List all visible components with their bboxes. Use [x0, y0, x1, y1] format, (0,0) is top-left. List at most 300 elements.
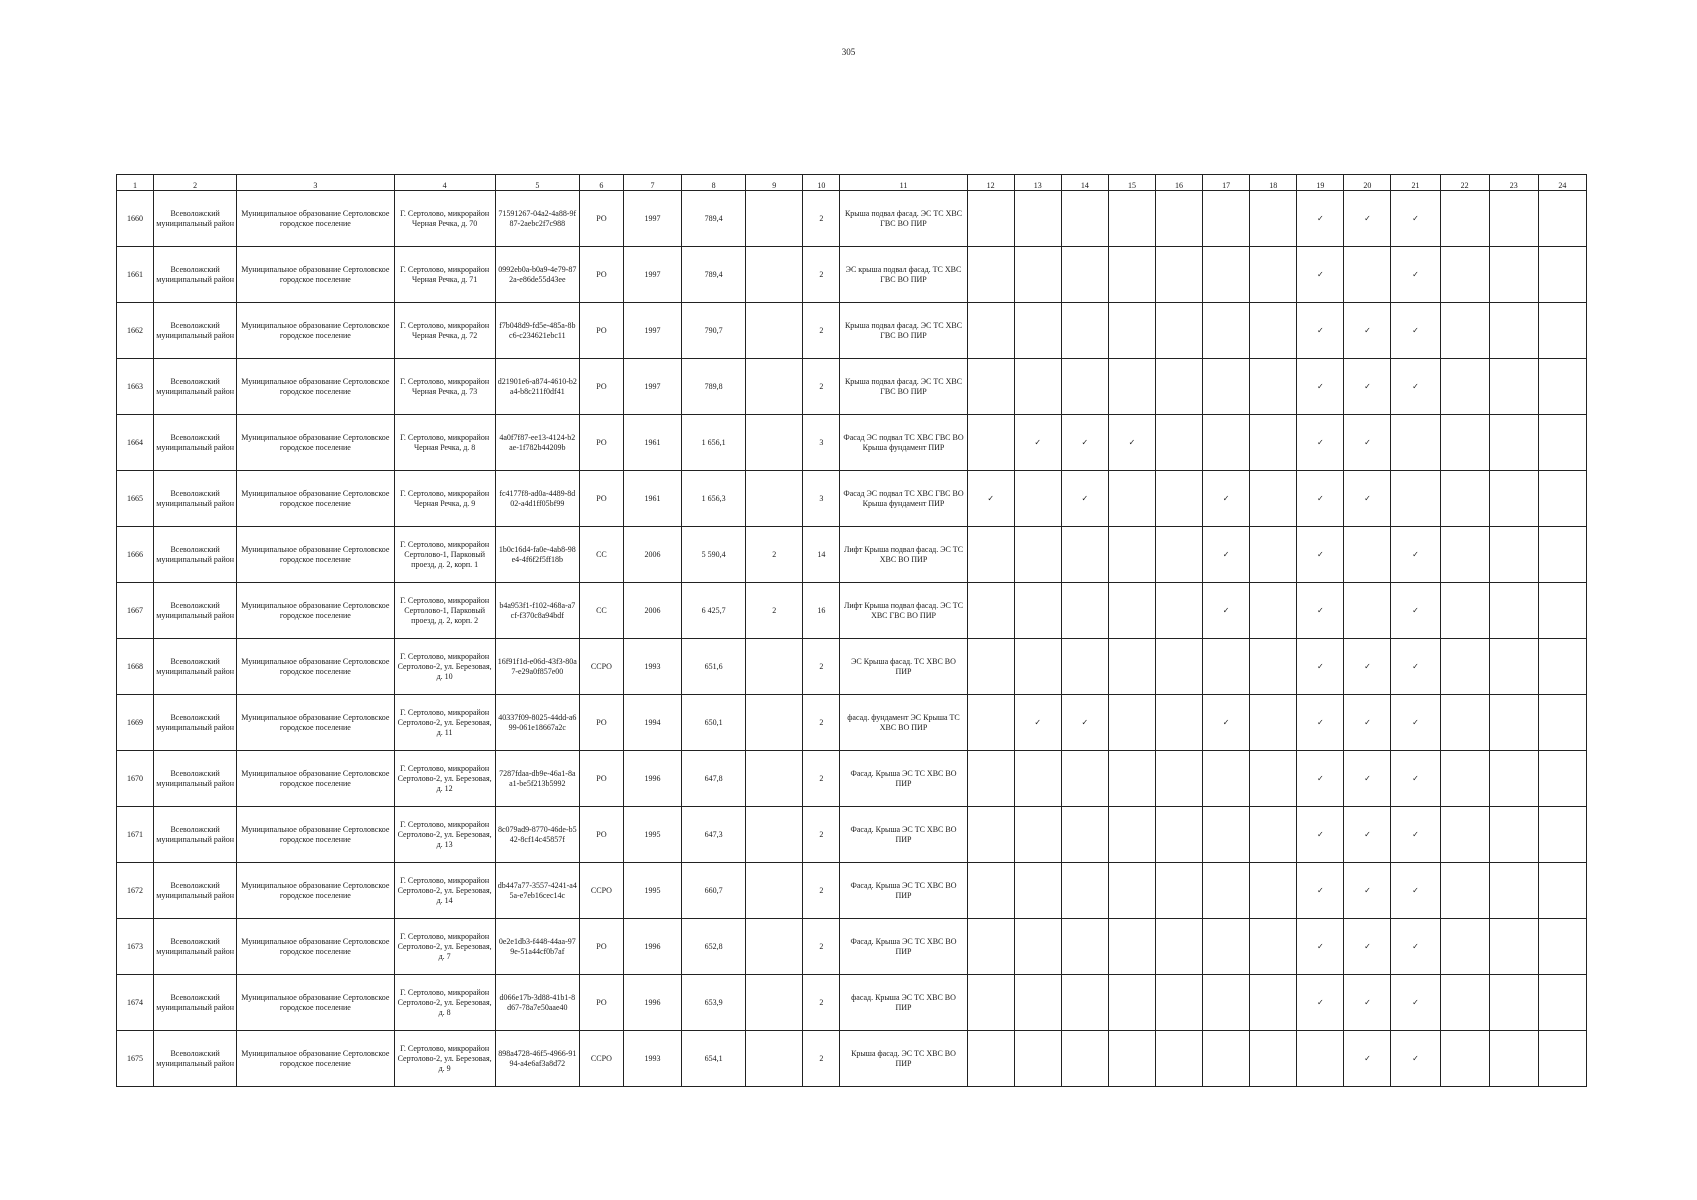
column-number: 21: [1391, 175, 1440, 191]
year-cell: 1961: [623, 415, 681, 471]
empty-check-cell: [1108, 247, 1155, 303]
district-cell: Всеволожский муниципальный район: [154, 975, 237, 1031]
address-cell: Г. Сертолово, микрорайон Сертолово-2, ул. Березовая, д. 7: [394, 919, 495, 975]
column-number: 15: [1108, 175, 1155, 191]
empty-check-cell: [1061, 359, 1108, 415]
check-mark-cell: ✓: [1108, 415, 1155, 471]
guid-cell: 1b0c16d4-fa0e-4ab8-98e4-4f6f2f5ff18b: [495, 527, 579, 583]
col9-cell: [746, 1031, 803, 1087]
empty-check-cell: [1156, 471, 1203, 527]
guid-cell: 4a0f7f87-ee13-4124-b2ae-1f782b44209b: [495, 415, 579, 471]
table-row: [117, 807, 1587, 863]
empty-check-cell: [1489, 639, 1538, 695]
type-cell: РО: [579, 751, 623, 807]
empty-check-cell: [1489, 527, 1538, 583]
year-cell: 1996: [623, 975, 681, 1031]
check-mark-cell: ✓: [1391, 247, 1440, 303]
column-number: 19: [1297, 175, 1344, 191]
check-mark-cell: ✓: [1061, 415, 1108, 471]
check-mark-cell: ✓: [1014, 695, 1061, 751]
check-mark-cell: ✓: [1061, 471, 1108, 527]
col9-cell: [746, 919, 803, 975]
works-cell: Фасад ЭС подвал ТС ХВС ГВС ВО Крыша фундамент ПИР: [840, 471, 967, 527]
works-cell: Фасад. Крыша ЭС ТС ХВС ВО ПИР: [840, 919, 967, 975]
empty-check-cell: [1440, 639, 1489, 695]
empty-check-cell: [1489, 583, 1538, 639]
empty-check-cell: [1014, 247, 1061, 303]
row-number: 1672: [117, 863, 154, 919]
empty-check-cell: [1538, 191, 1586, 247]
row-number: 1666: [117, 527, 154, 583]
row-number: 1661: [117, 247, 154, 303]
empty-check-cell: [1489, 247, 1538, 303]
row-number: 1674: [117, 975, 154, 1031]
empty-check-cell: [1440, 415, 1489, 471]
col9-cell: [746, 807, 803, 863]
row-number: 1670: [117, 751, 154, 807]
empty-check-cell: [1250, 303, 1297, 359]
check-mark-cell: ✓: [1344, 919, 1391, 975]
empty-check-cell: [1014, 919, 1061, 975]
check-mark-cell: ✓: [1391, 863, 1440, 919]
row-number: 1671: [117, 807, 154, 863]
type-cell: СС: [579, 527, 623, 583]
empty-check-cell: [1203, 807, 1250, 863]
empty-check-cell: [1250, 247, 1297, 303]
col10-cell: 2: [803, 695, 840, 751]
empty-check-cell: [1489, 975, 1538, 1031]
empty-check-cell: [1156, 807, 1203, 863]
area-cell: 647,3: [682, 807, 746, 863]
row-number: 1668: [117, 639, 154, 695]
area-cell: 650,1: [682, 695, 746, 751]
empty-check-cell: [967, 527, 1014, 583]
col9-cell: 2: [746, 527, 803, 583]
check-mark-cell: ✓: [1297, 359, 1344, 415]
empty-check-cell: [1156, 863, 1203, 919]
district-cell: Всеволожский муниципальный район: [154, 695, 237, 751]
district-cell: Всеволожский муниципальный район: [154, 247, 237, 303]
check-mark-cell: ✓: [1297, 527, 1344, 583]
address-cell: Г. Сертолово, микрорайон Сертолово-1, Парковый проезд, д. 2, корп. 2: [394, 583, 495, 639]
col9-cell: 2: [746, 583, 803, 639]
year-cell: 1996: [623, 751, 681, 807]
empty-check-cell: [1440, 247, 1489, 303]
empty-check-cell: [1014, 863, 1061, 919]
check-mark-cell: ✓: [1344, 303, 1391, 359]
area-cell: 660,7: [682, 863, 746, 919]
row-number: 1660: [117, 191, 154, 247]
empty-check-cell: [1538, 863, 1586, 919]
empty-check-cell: [1108, 919, 1155, 975]
empty-check-cell: [1440, 471, 1489, 527]
empty-check-cell: [1061, 919, 1108, 975]
table-row: [117, 1031, 1587, 1087]
empty-check-cell: [1489, 751, 1538, 807]
empty-check-cell: [1014, 471, 1061, 527]
municipality-cell: Муниципальное образование Сертоловское городское поселение: [237, 863, 394, 919]
empty-check-cell: [1489, 303, 1538, 359]
empty-check-cell: [1014, 527, 1061, 583]
guid-cell: 16f91f1d-e06d-43f3-80a7-e29a0f857e00: [495, 639, 579, 695]
empty-check-cell: [1489, 695, 1538, 751]
table-row: [117, 191, 1587, 247]
col10-cell: 3: [803, 471, 840, 527]
row-number: 1673: [117, 919, 154, 975]
col9-cell: [746, 863, 803, 919]
column-number: 4: [394, 175, 495, 191]
row-number: 1664: [117, 415, 154, 471]
year-cell: 1996: [623, 919, 681, 975]
check-mark-cell: ✓: [1297, 975, 1344, 1031]
empty-check-cell: [1203, 303, 1250, 359]
check-mark-cell: ✓: [1391, 807, 1440, 863]
empty-check-cell: [1203, 359, 1250, 415]
type-cell: РО: [579, 359, 623, 415]
address-cell: Г. Сертолово, микрорайон Сертолово-2, ул. Березовая, д. 10: [394, 639, 495, 695]
empty-check-cell: [1203, 415, 1250, 471]
empty-check-cell: [1108, 807, 1155, 863]
year-cell: 1993: [623, 1031, 681, 1087]
column-number: 20: [1344, 175, 1391, 191]
check-mark-cell: ✓: [967, 471, 1014, 527]
column-number: 10: [803, 175, 840, 191]
empty-check-cell: [1538, 359, 1586, 415]
table-row: [117, 527, 1587, 583]
works-cell: ЭС крыша подвал фасад. ТС ХВС ГВС ВО ПИР: [840, 247, 967, 303]
empty-check-cell: [1250, 807, 1297, 863]
year-cell: 1997: [623, 191, 681, 247]
year-cell: 1993: [623, 639, 681, 695]
column-number: 17: [1203, 175, 1250, 191]
area-cell: 789,4: [682, 191, 746, 247]
empty-check-cell: [1156, 303, 1203, 359]
empty-check-cell: [1203, 247, 1250, 303]
table-row: [117, 583, 1587, 639]
empty-check-cell: [1014, 751, 1061, 807]
column-number: 6: [579, 175, 623, 191]
guid-cell: 71591267-04a2-4a88-9f87-2aebc2f7c988: [495, 191, 579, 247]
area-cell: 789,8: [682, 359, 746, 415]
guid-cell: 898a4728-46f5-4966-9194-a4e6af3a8d72: [495, 1031, 579, 1087]
address-cell: Г. Сертолово, микрорайон Сертолово-2, ул. Березовая, д. 8: [394, 975, 495, 1031]
table-row: [117, 639, 1587, 695]
column-number: 14: [1061, 175, 1108, 191]
check-mark-cell: ✓: [1344, 751, 1391, 807]
check-mark-cell: ✓: [1061, 695, 1108, 751]
works-cell: фасад. фундамент ЭС Крыша ТС ХВС ВО ПИР: [840, 695, 967, 751]
type-cell: РО: [579, 471, 623, 527]
table-row: [117, 919, 1587, 975]
empty-check-cell: [967, 807, 1014, 863]
row-number: 1662: [117, 303, 154, 359]
empty-check-cell: [1538, 919, 1586, 975]
works-cell: Фасад. Крыша ЭС ТС ХВС ВО ПИР: [840, 863, 967, 919]
empty-check-cell: [1250, 639, 1297, 695]
column-number: 5: [495, 175, 579, 191]
area-cell: 5 590,4: [682, 527, 746, 583]
empty-check-cell: [967, 919, 1014, 975]
empty-check-cell: [1108, 191, 1155, 247]
district-cell: Всеволожский муниципальный район: [154, 751, 237, 807]
column-number: 23: [1489, 175, 1538, 191]
row-number: 1669: [117, 695, 154, 751]
empty-check-cell: [967, 695, 1014, 751]
col10-cell: 2: [803, 919, 840, 975]
empty-check-cell: [1061, 639, 1108, 695]
empty-check-cell: [1344, 527, 1391, 583]
empty-check-cell: [967, 639, 1014, 695]
empty-check-cell: [1538, 751, 1586, 807]
check-mark-cell: ✓: [1344, 807, 1391, 863]
column-number: 18: [1250, 175, 1297, 191]
empty-check-cell: [1061, 247, 1108, 303]
empty-check-cell: [1014, 975, 1061, 1031]
empty-check-cell: [1061, 527, 1108, 583]
check-mark-cell: ✓: [1391, 919, 1440, 975]
year-cell: 1997: [623, 359, 681, 415]
check-mark-cell: ✓: [1297, 863, 1344, 919]
column-number: 16: [1156, 175, 1203, 191]
col9-cell: [746, 191, 803, 247]
column-number: 24: [1538, 175, 1586, 191]
check-mark-cell: ✓: [1391, 583, 1440, 639]
works-cell: Фасад. Крыша ЭС ТС ХВС ВО ПИР: [840, 807, 967, 863]
municipality-cell: Муниципальное образование Сертоловское городское поселение: [237, 191, 394, 247]
empty-check-cell: [1489, 191, 1538, 247]
empty-check-cell: [1108, 527, 1155, 583]
district-cell: Всеволожский муниципальный район: [154, 471, 237, 527]
empty-check-cell: [967, 583, 1014, 639]
empty-check-cell: [1440, 695, 1489, 751]
guid-cell: 0e2e1db3-f448-44aa-979e-51a44cf0b7af: [495, 919, 579, 975]
address-cell: Г. Сертолово, микрорайон Черная Речка, д. 70: [394, 191, 495, 247]
check-mark-cell: ✓: [1297, 303, 1344, 359]
district-cell: Всеволожский муниципальный район: [154, 359, 237, 415]
column-number-header: [117, 175, 1587, 191]
municipality-cell: Муниципальное образование Сертоловское городское поселение: [237, 415, 394, 471]
guid-cell: f7b048d9-fd5e-485a-8bc6-c234621ebc11: [495, 303, 579, 359]
empty-check-cell: [1344, 583, 1391, 639]
empty-check-cell: [967, 1031, 1014, 1087]
table-row: [117, 695, 1587, 751]
check-mark-cell: ✓: [1391, 303, 1440, 359]
empty-check-cell: [1489, 863, 1538, 919]
empty-check-cell: [1156, 919, 1203, 975]
empty-check-cell: [1108, 863, 1155, 919]
municipality-cell: Муниципальное образование Сертоловское городское поселение: [237, 919, 394, 975]
empty-check-cell: [1061, 807, 1108, 863]
empty-check-cell: [1489, 415, 1538, 471]
empty-check-cell: [1440, 527, 1489, 583]
empty-check-cell: [1538, 1031, 1586, 1087]
district-cell: Всеволожский муниципальный район: [154, 639, 237, 695]
type-cell: ССРО: [579, 639, 623, 695]
col9-cell: [746, 303, 803, 359]
check-mark-cell: ✓: [1203, 471, 1250, 527]
check-mark-cell: ✓: [1391, 751, 1440, 807]
area-cell: 1 656,3: [682, 471, 746, 527]
guid-cell: db447a77-3557-4241-a45a-e7eb16cec14c: [495, 863, 579, 919]
col9-cell: [746, 247, 803, 303]
municipality-cell: Муниципальное образование Сертоловское городское поселение: [237, 303, 394, 359]
column-number: 7: [623, 175, 681, 191]
municipality-cell: Муниципальное образование Сертоловское городское поселение: [237, 247, 394, 303]
district-cell: Всеволожский муниципальный район: [154, 863, 237, 919]
col10-cell: 2: [803, 975, 840, 1031]
year-cell: 2006: [623, 583, 681, 639]
empty-check-cell: [1344, 247, 1391, 303]
municipality-cell: Муниципальное образование Сертоловское городское поселение: [237, 695, 394, 751]
type-cell: РО: [579, 975, 623, 1031]
type-cell: РО: [579, 415, 623, 471]
empty-check-cell: [1108, 695, 1155, 751]
municipality-cell: Муниципальное образование Сертоловское городское поселение: [237, 1031, 394, 1087]
type-cell: ССРО: [579, 1031, 623, 1087]
address-cell: Г. Сертолово, микрорайон Сертолово-2, ул. Березовая, д. 14: [394, 863, 495, 919]
empty-check-cell: [1297, 1031, 1344, 1087]
municipality-cell: Муниципальное образование Сертоловское городское поселение: [237, 583, 394, 639]
empty-check-cell: [1061, 751, 1108, 807]
empty-check-cell: [1489, 807, 1538, 863]
type-cell: РО: [579, 303, 623, 359]
col10-cell: 2: [803, 807, 840, 863]
check-mark-cell: ✓: [1344, 1031, 1391, 1087]
empty-check-cell: [1440, 359, 1489, 415]
empty-check-cell: [1538, 303, 1586, 359]
empty-check-cell: [1250, 471, 1297, 527]
empty-check-cell: [1061, 191, 1108, 247]
district-cell: Всеволожский муниципальный район: [154, 303, 237, 359]
guid-cell: fc4177f8-ad0a-4489-8d02-a4d1ff05bf99: [495, 471, 579, 527]
empty-check-cell: [1203, 751, 1250, 807]
empty-check-cell: [1440, 191, 1489, 247]
empty-check-cell: [1108, 975, 1155, 1031]
empty-check-cell: [967, 751, 1014, 807]
guid-cell: 40337f09-8025-44dd-a699-061e18667a2c: [495, 695, 579, 751]
row-number: 1667: [117, 583, 154, 639]
works-cell: Лифт Крыша подвал фасад. ЭС ТС ХВС ВО ПИР: [840, 527, 967, 583]
empty-check-cell: [1061, 975, 1108, 1031]
col10-cell: 2: [803, 247, 840, 303]
check-mark-cell: ✓: [1391, 695, 1440, 751]
works-cell: Фасад. Крыша ЭС ТС ХВС ВО ПИР: [840, 751, 967, 807]
check-mark-cell: ✓: [1297, 415, 1344, 471]
col10-cell: 2: [803, 1031, 840, 1087]
empty-check-cell: [1108, 471, 1155, 527]
column-number: 12: [967, 175, 1014, 191]
check-mark-cell: ✓: [1297, 583, 1344, 639]
empty-check-cell: [1156, 583, 1203, 639]
empty-check-cell: [1203, 919, 1250, 975]
municipality-cell: Муниципальное образование Сертоловское городское поселение: [237, 975, 394, 1031]
column-number: 8: [682, 175, 746, 191]
check-mark-cell: ✓: [1391, 527, 1440, 583]
type-cell: РО: [579, 919, 623, 975]
year-cell: 2006: [623, 527, 681, 583]
col9-cell: [746, 471, 803, 527]
empty-check-cell: [1108, 1031, 1155, 1087]
empty-check-cell: [967, 247, 1014, 303]
address-cell: Г. Сертолово, микрорайон Сертолово-2, ул. Березовая, д. 11: [394, 695, 495, 751]
address-cell: Г. Сертолово, микрорайон Черная Речка, д. 9: [394, 471, 495, 527]
empty-check-cell: [1156, 359, 1203, 415]
table-row: [117, 303, 1587, 359]
empty-check-cell: [1203, 639, 1250, 695]
district-cell: Всеволожский муниципальный район: [154, 1031, 237, 1087]
year-cell: 1961: [623, 471, 681, 527]
empty-check-cell: [1538, 527, 1586, 583]
empty-check-cell: [1061, 1031, 1108, 1087]
empty-check-cell: [1250, 919, 1297, 975]
empty-check-cell: [967, 975, 1014, 1031]
empty-check-cell: [1250, 583, 1297, 639]
empty-check-cell: [1538, 807, 1586, 863]
empty-check-cell: [1440, 583, 1489, 639]
address-cell: Г. Сертолово, микрорайон Сертолово-2, ул. Березовая, д. 9: [394, 1031, 495, 1087]
area-cell: 651,6: [682, 639, 746, 695]
empty-check-cell: [1489, 471, 1538, 527]
year-cell: 1997: [623, 303, 681, 359]
empty-check-cell: [1156, 415, 1203, 471]
empty-check-cell: [1440, 975, 1489, 1031]
check-mark-cell: ✓: [1344, 695, 1391, 751]
empty-check-cell: [1203, 975, 1250, 1031]
col10-cell: 2: [803, 359, 840, 415]
empty-check-cell: [1156, 639, 1203, 695]
empty-check-cell: [1538, 639, 1586, 695]
empty-check-cell: [1108, 751, 1155, 807]
empty-check-cell: [1250, 191, 1297, 247]
empty-check-cell: [1203, 1031, 1250, 1087]
col9-cell: [746, 415, 803, 471]
column-number: 2: [154, 175, 237, 191]
empty-check-cell: [1440, 919, 1489, 975]
municipality-cell: Муниципальное образование Сертоловское городское поселение: [237, 639, 394, 695]
empty-check-cell: [1156, 975, 1203, 1031]
area-cell: 653,9: [682, 975, 746, 1031]
area-cell: 654,1: [682, 1031, 746, 1087]
works-cell: Крыша подвал фасад. ЭС ТС ХВС ГВС ВО ПИР: [840, 303, 967, 359]
address-cell: Г. Сертолово, микрорайон Черная Речка, д. 72: [394, 303, 495, 359]
col9-cell: [746, 751, 803, 807]
guid-cell: d21901e6-a874-4610-b2a4-b8c211f0df41: [495, 359, 579, 415]
works-cell: Крыша фасад. ЭС ТС ХВС ВО ПИР: [840, 1031, 967, 1087]
area-cell: 1 656,1: [682, 415, 746, 471]
empty-check-cell: [967, 415, 1014, 471]
empty-check-cell: [1014, 807, 1061, 863]
row-number: 1663: [117, 359, 154, 415]
col10-cell: 3: [803, 415, 840, 471]
empty-check-cell: [1440, 1031, 1489, 1087]
empty-check-cell: [1061, 583, 1108, 639]
check-mark-cell: ✓: [1344, 639, 1391, 695]
area-cell: 789,4: [682, 247, 746, 303]
check-mark-cell: ✓: [1297, 919, 1344, 975]
empty-check-cell: [1108, 639, 1155, 695]
col10-cell: 2: [803, 191, 840, 247]
empty-check-cell: [1014, 191, 1061, 247]
row-number: 1665: [117, 471, 154, 527]
check-mark-cell: ✓: [1203, 527, 1250, 583]
empty-check-cell: [1061, 863, 1108, 919]
check-mark-cell: ✓: [1391, 639, 1440, 695]
area-cell: 652,8: [682, 919, 746, 975]
empty-check-cell: [1391, 471, 1440, 527]
empty-check-cell: [1061, 303, 1108, 359]
empty-check-cell: [1440, 863, 1489, 919]
district-cell: Всеволожский муниципальный район: [154, 919, 237, 975]
